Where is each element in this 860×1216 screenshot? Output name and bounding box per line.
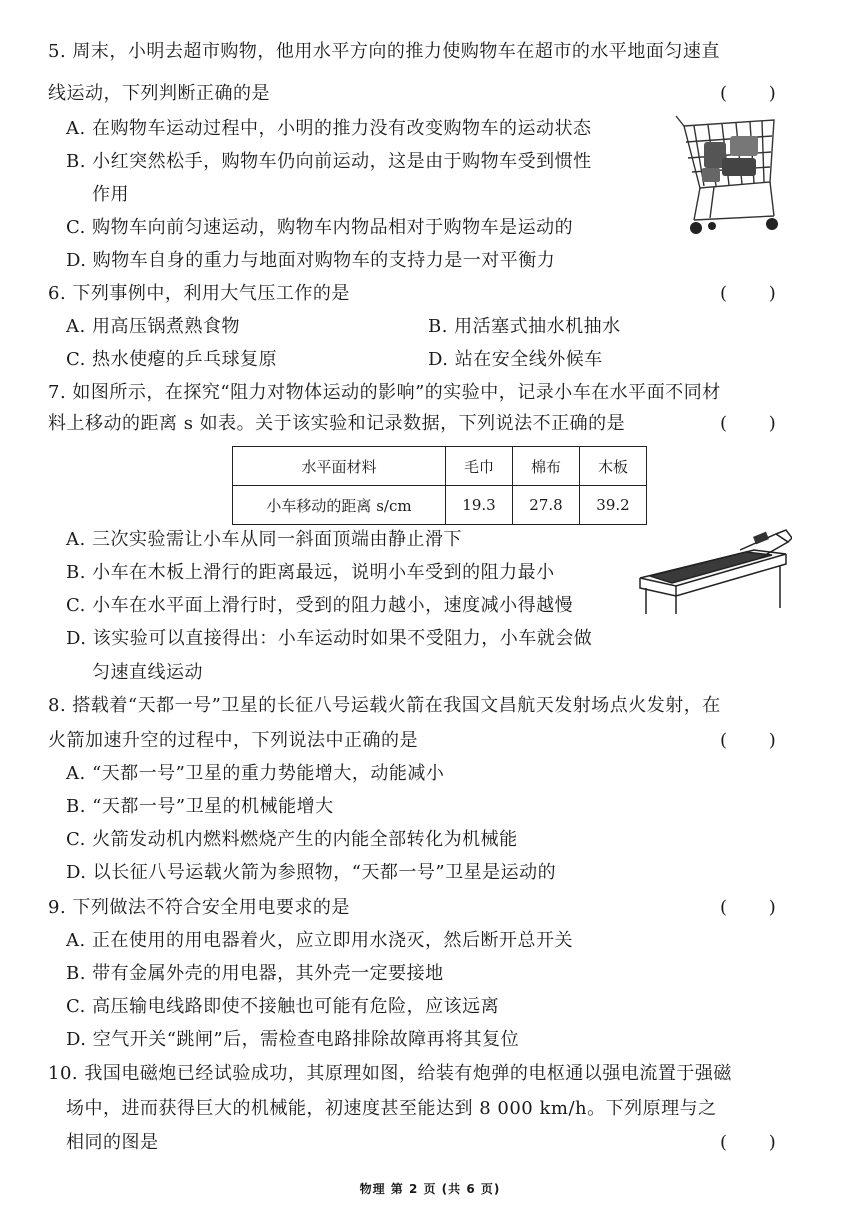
q10-stem-line2: 场中，进而获得巨大的机械能，初速度甚至能达到 8 000 km/h。下列原理与之 (66, 1098, 717, 1119)
q6-stem: 6. 下列事例中，利用大气压工作的是 (48, 283, 350, 304)
q9-option-b: B. 带有金属外壳的用电器，其外壳一定要接地 (66, 963, 444, 984)
q10-stem-line3: 相同的图是 (66, 1132, 159, 1153)
q8-option-b: B. “天都一号”卫星的机械能增大 (66, 796, 334, 817)
q9-option-d: D. 空气开关“跳闸”后，需检查电路排除故障再将其复位 (66, 1029, 520, 1050)
q5-option-b-line2: 作用 (92, 184, 129, 205)
q6-option-b: B. 用活塞式抽水机抽水 (428, 316, 621, 337)
q10-stem-line1: 10. 我国电磁炮已经试验成功，其原理如图，给装有炮弹的电枢通以强电流置于强磁 (48, 1063, 732, 1084)
q6-option-c: C. 热水使瘪的乒乓球复原 (66, 349, 278, 370)
table-header-cell: 毛巾 (446, 447, 513, 486)
q7-option-a: A. 三次实验需让小车从同一斜面顶端由静止滑下 (66, 529, 462, 550)
q5-option-d: D. 购物车自身的重力与地面对购物车的支持力是一对平衡力 (66, 250, 556, 271)
q8-stem-line1: 8. 搭载着“天都一号”卫星的长征八号运载火箭在我国文昌航天发射场点火发射，在 (48, 695, 721, 716)
q6-answer-blank[interactable]: ( ) (720, 283, 794, 304)
q8-option-c: C. 火箭发动机内燃料燃烧产生的内能全部转化为机械能 (66, 829, 518, 850)
q9-option-c: C. 高压输电线路即使不接触也可能有危险，应该远离 (66, 996, 500, 1017)
q5-answer-blank[interactable]: ( ) (720, 83, 794, 104)
page-footer: 物理 第 2 页 (共 6 页) (359, 1182, 501, 1196)
table-cell: 小车移动的距离 s/cm (233, 486, 446, 525)
q5-stem-line2: 线运动，下列判断正确的是 (48, 83, 270, 104)
table-cell: 27.8 (513, 486, 580, 525)
table-row (233, 447, 647, 486)
q9-answer-blank[interactable]: ( ) (720, 897, 794, 918)
q7-answer-blank[interactable]: ( ) (720, 413, 794, 434)
q8-answer-blank[interactable]: ( ) (720, 730, 794, 751)
q8-option-d: D. 以长征八号运载火箭为参照物，“天都一号”卫星是运动的 (66, 862, 557, 883)
q5-stem-line1: 5. 周末，小明去超市购物，他用水平方向的推力使购物车在超市的水平地面匀速直 (48, 41, 720, 62)
q7-option-b: B. 小车在木板上滑行的距离最远，说明小车受到的阻力最小 (66, 562, 555, 583)
table-header-cell: 棉布 (513, 447, 580, 486)
table-cell: 39.2 (580, 486, 647, 525)
q7-option-d-line2: 匀速直线运动 (92, 662, 203, 683)
q10-answer-blank[interactable]: ( ) (720, 1132, 794, 1153)
q6-option-d: D. 站在安全线外候车 (428, 349, 603, 370)
table-cell: 19.3 (446, 486, 513, 525)
table-row (233, 486, 647, 525)
shopping-cart-figure (674, 112, 786, 244)
q6-option-a: A. 用高压锅煮熟食物 (66, 316, 240, 337)
q9-stem: 9. 下列做法不符合安全用电要求的是 (48, 897, 350, 918)
q5-option-c: C. 购物车向前匀速运动，购物车内物品相对于购物车是运动的 (66, 217, 574, 238)
q7-stem-line1: 7. 如图所示，在探究“阻力对物体运动的影响”的实验中，记录小车在水平面不同材 (48, 382, 721, 403)
q8-stem-line2: 火箭加速升空的过程中，下列说法中正确的是 (48, 730, 418, 751)
ramp-figure (636, 524, 792, 616)
q7-stem-line2: 料上移动的距离 s 如表。关于该实验和记录数据，下列说法不正确的是 (48, 413, 626, 434)
q7-option-c: C. 小车在水平面上滑行时，受到的阻力越小，速度减小得越慢 (66, 595, 574, 616)
table-header-cell: 水平面材料 (233, 447, 446, 486)
q8-option-a: A. “天都一号”卫星的重力势能增大，动能减小 (66, 763, 445, 784)
q7-option-d-line1: D. 该实验可以直接得出：小车运动时如果不受阻力，小车就会做 (66, 628, 593, 649)
q7-data-table (232, 446, 647, 525)
q5-option-b-line1: B. 小红突然松手，购物车仍向前运动，这是由于购物车受到惯性 (66, 151, 592, 172)
q9-option-a: A. 正在使用的用电器着火，应立即用水浇灭，然后断开总开关 (66, 930, 573, 951)
table-header-cell: 木板 (580, 447, 647, 486)
q5-option-a: A. 在购物车运动过程中，小明的推力没有改变购物车的运动状态 (66, 118, 592, 139)
